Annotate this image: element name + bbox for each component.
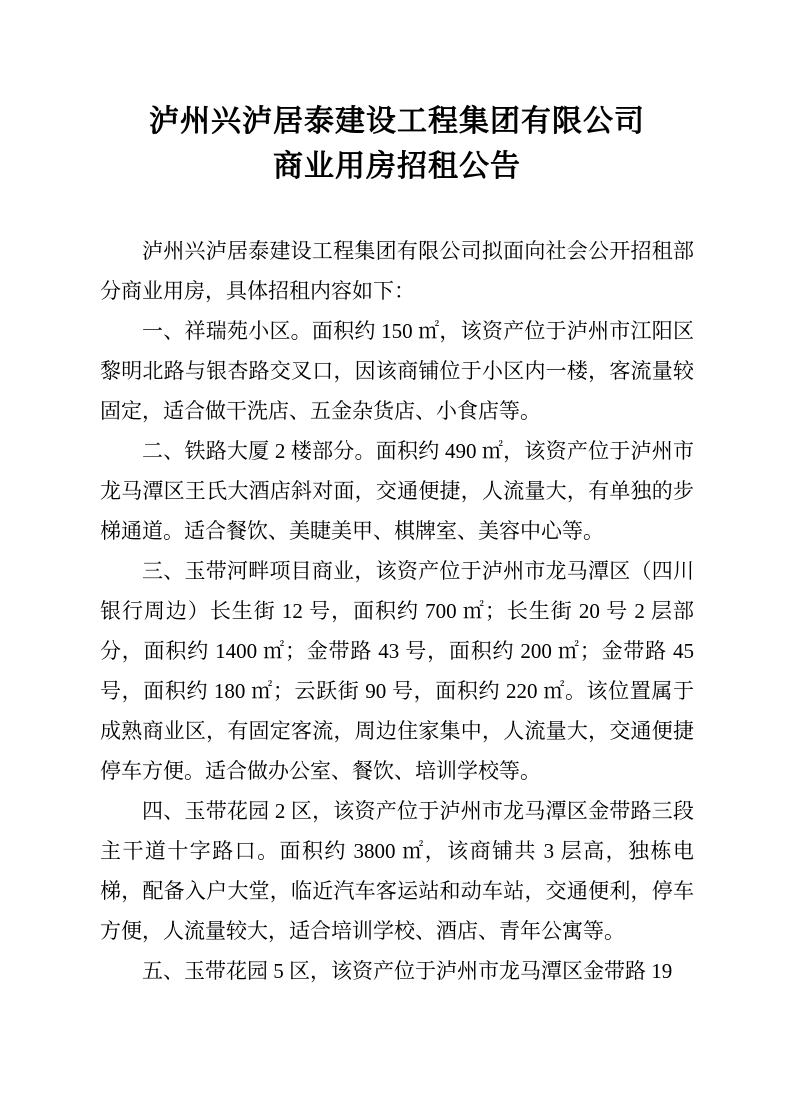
document-title-line2: 商业用房招租公告 [273, 150, 521, 183]
document-body [100, 231, 694, 991]
paragraph-item-3: 三、玉带河畔项目商业，该资产位于泸州市龙马潭区（四川银行周边）长生街 12 号，面积约 700 ㎡；长生街 20 号 2 层部分，面积约 1400 ㎡；金带路 43 号，面积约 200 ㎡；金带路 45 号，面积约 180 ㎡；云跃街 90 号，面积约 220 ㎡。该位置属于成熟商业区，有固定客流，周边住家集中，人流量大，交通便捷停车方便。适合做办公室、餐饮、培训学校等。 [100, 559, 694, 783]
document-title-line1: 泸州兴泸居泰建设工程集团有限公司 [149, 105, 645, 138]
paragraph-item-5: 五、玉带花园 5 区，该资产位于泸州市龙马潭区金带路 19 [142, 959, 673, 983]
paragraph-item-2: 二、铁路大厦 2 楼部分。面积约 490 ㎡，该资产位于泸州市龙马潭区王氏大酒店斜对面，交通便捷，人流量大，有单独的步梯通道。适合餐饮、美睫美甲、棋牌室、美容中心等。 [100, 439, 694, 543]
paragraph-intro: 泸州兴泸居泰建设工程集团有限公司拟面向社会公开招租部分商业用房，具体招租内容如下： [100, 239, 694, 303]
paragraph-item-1: 一、祥瑞苑小区。面积约 150 ㎡，该资产位于泸州市江阳区黎明北路与银杏路交叉口，因该商铺位于小区内一楼，客流量较固定，适合做干洗店、五金杂货店、小食店等。 [100, 319, 694, 423]
document-title [100, 99, 694, 189]
paragraph-item-4: 四、玉带花园 2 区，该资产位于泸州市龙马潭区金带路三段主干道十字路口。面积约 3800 ㎡，该商铺共 3 层高，独栋电梯，配备入户大堂，临近汽车客运站和动车站，交通便利，停车方便，人流量较大，适合培训学校、酒店、青年公寓等。 [100, 799, 694, 943]
